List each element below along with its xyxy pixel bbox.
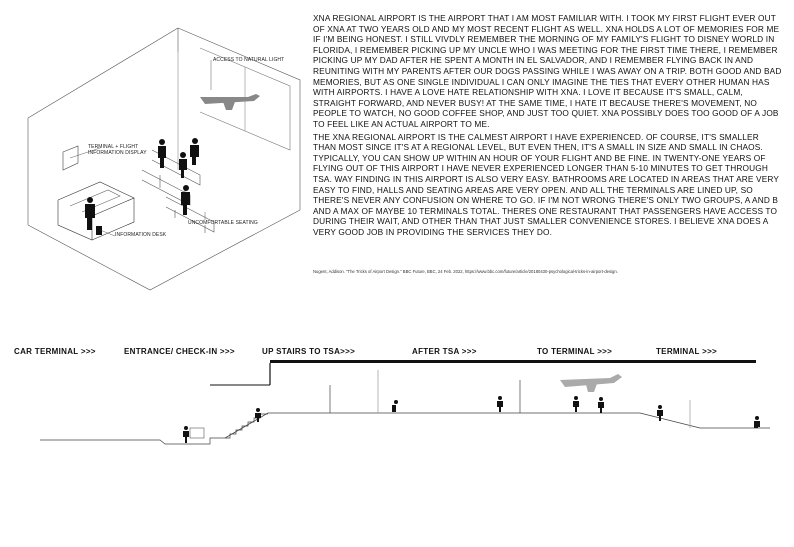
info-desk-callout: INFORMATION DESK bbox=[115, 232, 167, 238]
terminal-display-callout-line2: INFORMATION DISPLAY bbox=[88, 150, 147, 156]
stage-upstairs-tsa: UP STAIRS TO TSA>>> bbox=[262, 347, 356, 356]
seating-callout: UNCOMFORTABLE SEATING bbox=[188, 220, 258, 226]
stage-to-terminal: TO TERMINAL >>> bbox=[537, 347, 613, 356]
terminal-display-callout-line1: TERMINAL + FLIGHT bbox=[88, 144, 139, 150]
axonometric-terminal-drawing bbox=[0, 0, 310, 300]
essay-text-block bbox=[313, 13, 783, 239]
stage-entrance-checkin: ENTRANCE/ CHECK-IN >>> bbox=[124, 347, 235, 356]
section-drawing bbox=[0, 300, 794, 460]
essay-paragraph-2: THE XNA REGIONAL AIRPORT IS THE CALMEST AIRPORT I HAVE EXPERIENCED. OF COURSE, IT'S SMALLER THAN MOST SINCE IT'S AT A REGIONAL LEVEL, BUT EVEN THEN, IT'S A SMALL IN SIZE AND SMALL IN CHAOS. TYPICALLY, YOU CAN SHOW UP WITHIN AN HOUR OF YOUR FLIGHT AND BE FINE. IN TWENTY-ONE YEARS OF FLYING OUT OF THIS AIRPORT I HAVE NEVER EXPERIENCED LONGER THAN 5-10 MINUTES TO GET THROUGH TSA. WAY FINDING IN THIS AIRPORT IS ALSO VERY EASY. BATHROOMS ARE LOCATED IN AREAS THAT ARE VERY EASY TO FIND, HALLS AND SEATING AREAS ARE VERY OPEN. AND ALL THE TERMINALS ARE LINED UP, SO THERE'S NEVER ANY CONFUSION ON WHERE TO GO. IF I'M NOT WRONG THERE'S ONLY TWO GROUPS, A AND B AND A MAX OF MAYBE 10 TERMINALS TOTAL. THERES ONE RESTAURANT THAT PASSENGERS HAVE ACCESS TO DURING THEIR WAIT, AND OTHER THAN THAT JUST SMALLER CONVENIENCE STORES. I BELIEVE XNA DOES A VERY GOOD JOB IN PROVIDING THE SERVICES THEY DO. bbox=[313, 131, 779, 237]
roof-line bbox=[270, 360, 756, 363]
stage-terminal: TERMINAL >>> bbox=[656, 347, 718, 356]
citation: Nugent, Addison. "The Tricks of Airport Design." BBC Future, BBC, 24 Feb. 2022, https://www.bbc.com/future/article/20180430-psychological-tricks-in-airport-design. bbox=[313, 269, 618, 274]
essay-paragraph-1: XNA REGIONAL AIRPORT IS THE AIRPORT THAT I AM MOST FAMILIAR WITH. I TOOK MY FIRST FLIGHT EVER OUT OF XNA AT TWO YEARS OLD AND MY MOST RECENT FLIGHT AS WELL. XNA HOLDS A LOT OF MEMORIES FOR ME IF I'M BEING HONEST. I STILL VIVDLY REMEMBER THE MORNING OF MY FAMILY'S FLIGHT TO DISNEY WORLD IN FLORIDA, I REMEMBER PICKING UP MY UNCLE WHO I WAS MEETING FOR THE FIRST TIME THERE, I REMEMBER PICKING UP MY DAD AFTER HE SPENT A MONTH IN EL SALVADOR, AND I REMEMBER FLYING BACK IN AND REUNITING WITH MY PARENTS AFTER OUR DOGS PASSING WHILE I WAS AWAY ON A TRIP. BOTH GOOD AND BAD MEMORIES, BUT AS ONE SINGLE INDIVIDUAL I CAN ONLY IMAGINE THE TIES THAT EVERY OTHER HUMAN HAS WITH AIRPORTS. I HAVE A LOVE HATE RELATIONSHIP WITH XNA. I LOVE IT BECAUSE IT'S SMALL, CALM, STRAIGHT FORWARD, AND NEVER BUSY! AT THE SAME TIME, I HATE IT BECAUSE THERE'S MOVEMENT, NO PEOPLE TO WATCH, NO GOOD COFFEE SHOP, AND JUST TOO QUIET. XNA POSSIBLY DOES TOO GOOD OF A JOB TO FEEL LIKE AN ACTUAL AIRPORT TO ME. bbox=[313, 13, 782, 129]
natural-light-callout: ACCESS TO NATURAL LIGHT bbox=[213, 57, 285, 63]
stage-after-tsa: AFTER TSA >>> bbox=[412, 347, 477, 356]
stage-car-terminal: CAR TERMINAL >>> bbox=[14, 347, 96, 356]
